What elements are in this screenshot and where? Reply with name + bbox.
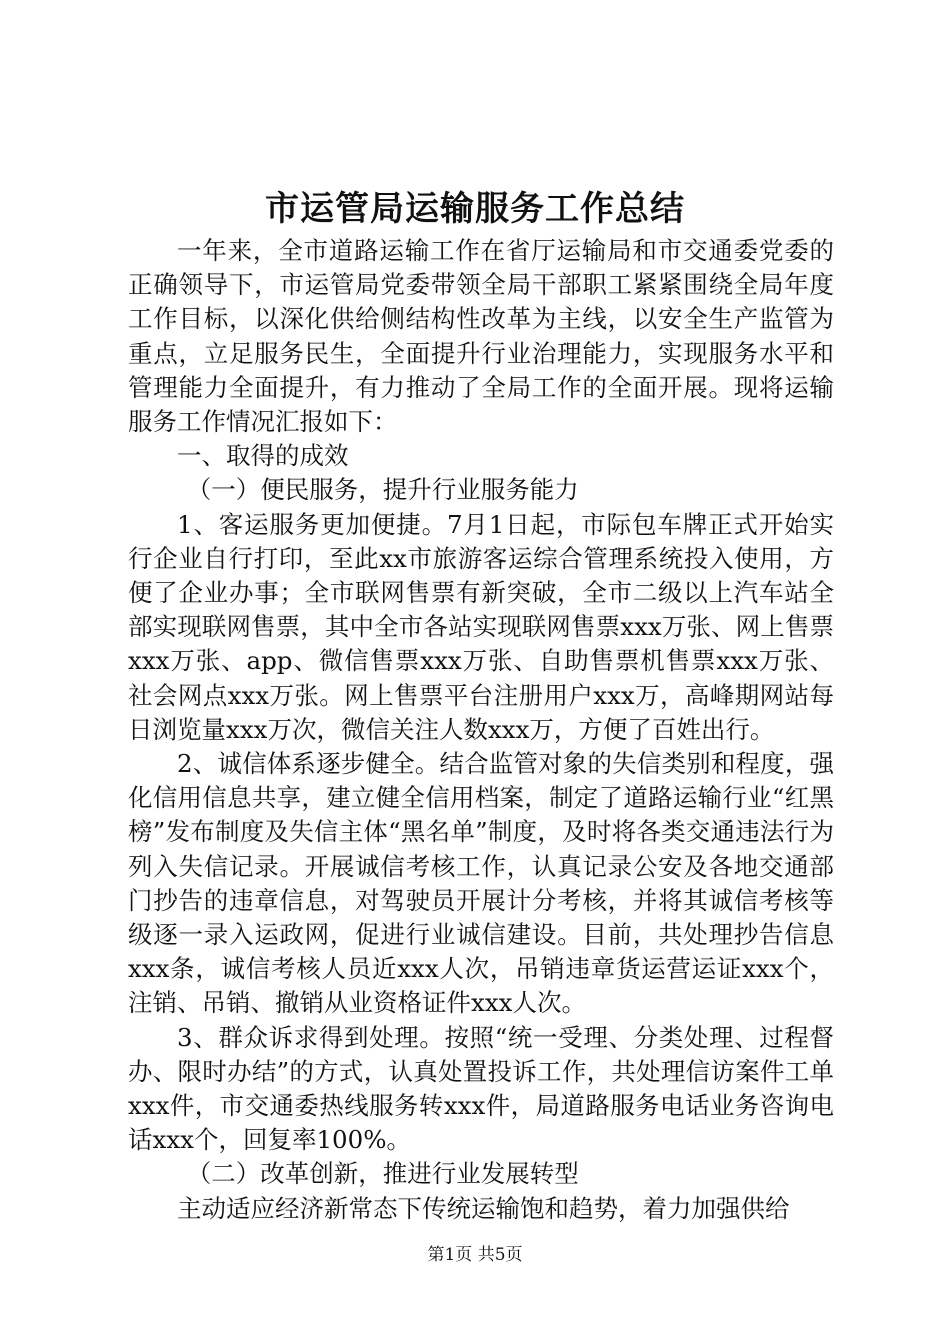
document-body — [128, 234, 834, 1226]
document-title: 市运管局运输服务工作总结 — [265, 189, 685, 229]
paragraph-complaints: 3、群众诉求得到处理。按照“统一受理、分类处理、过程督办、限时办结”的方式，认真处置投诉工作，共处理信访案件工单xxx件，市交通委热线服务转xxx件，局道路服务电话业务咨询电话xxx个，回复率100%。 — [128, 1022, 834, 1155]
paragraph-credit-system: 2、诚信体系逐步健全。结合监管对象的失信类别和程度，强化信用信息共享，建立健全信用档案，制定了道路运输行业“红黑榜”发布制度及失信主体“黑名单”制度，及时将各类交通违法行为列入失信记录。开展诚信考核工作，认真记录公安及各地交通部门抄告的违章信息，对驾驶员开展计分考核，并将其诚信考核等级逐一录入运政网，促进行业诚信建设。目前，共处理抄告信息xxx条，诚信考核人员近xxx人次，吊销违章货运营运证xxx个，注销、吊销、撤销从业资格证件xxx人次。 — [128, 749, 834, 1018]
heading-reform-innovation: （二）改革创新，推进行业发展转型 — [186, 1159, 579, 1189]
heading-convenience-service: （一）便民服务，提升行业服务能力 — [186, 475, 579, 505]
heading-achievements: 一、取得的成效 — [177, 441, 349, 471]
paragraph-passenger-service: 1、客运服务更加便捷。7月1日起，市际包车牌正式开始实行企业自行打印，至此xx市旅游客运综合管理系统投入使用，方便了企业办事；全市联网售票有新突破，全市二级以上汽车站全部实现联网售票，其中全市各站实现联网售票xxx万张、网上售票xxx万张、app、微信售票xxx万张、自助售票机售票xxx万张、社会网点xxx万张。网上售票平台注册用户xxx万，高峰期网站每日浏览量xxx万次，微信关注人数xxx万，方便了百姓出行。 — [128, 509, 834, 744]
paragraph-intro: 一年来，全市道路运输工作在省厅运输局和市交通委党委的正确领导下，市运管局党委带领全局干部职工紧紧围绕全局年度工作目标，以深化供给侧结构性改革为主线，以安全生产监管为重点，立足服务民生，全面提升行业治理能力，实现服务水平和管理能力全面提升，有力推动了全局工作的全面开展。现将运输服务工作情况汇报如下： — [128, 236, 834, 437]
paragraph-transport-adaptation: 主动适应经济新常态下传统运输饱和趋势，着力加强供给 — [177, 1193, 790, 1223]
page-footer: 第1页 共5页 — [427, 1245, 523, 1265]
